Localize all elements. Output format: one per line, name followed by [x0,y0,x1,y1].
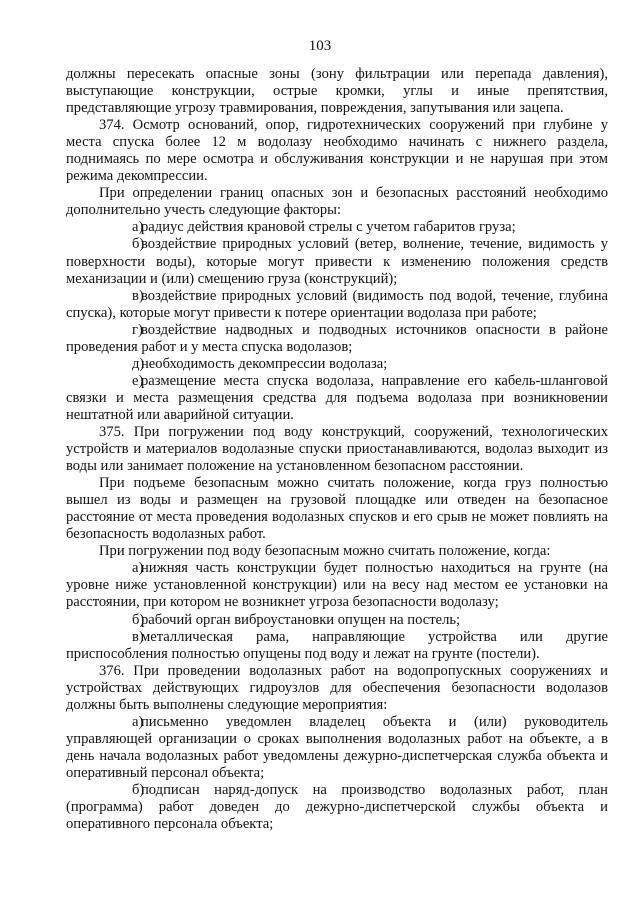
paragraph-text: 374. Осмотр оснований, опор, гидротехнических сооружений при глубине у места спуска более 12 м водолазу необходимо начинать с нижнего раздела, поднимаясь по мере осмотра и обслуживания конструкции и не нарушая при этом режима декомпрессии. [66,117,608,185]
paragraph-text: воздействие природных условий (видимость под водой, течение, глубина спуска), которые могут привести к потере ориентации водолаза при работе; [66,287,608,321]
paragraph-p15 [66,663,608,714]
paragraph-p1 [66,117,608,185]
list-label: а) [132,713,144,730]
paragraph-text: размещение места спуска водолаза, направление его кабель-шланговой связки и места размещения средства для подъема водолаза при возникновении нештатной или аварийной ситуации. [66,372,608,423]
paragraph-p7 [66,356,608,373]
list-label: а) [132,219,144,236]
paragraph-p0 [66,66,608,117]
paragraph-p13 [66,612,608,629]
list-label: б) [132,611,145,628]
list-label: е) [132,372,144,389]
paragraph-text: При подъеме безопасным можно считать положение, когда груз полностью вышел из воды и размещен на грузовой площадке или отведен на безопасное расстояние от места проведения водолазных спусков и его срыв не может повлиять на безопасность водолазных работ. [66,475,608,543]
list-label: д) [132,355,145,372]
paragraph-p11 [66,543,608,560]
list-label: в) [132,628,144,645]
paragraph-p12 [66,560,608,611]
paragraph-p4 [66,236,608,287]
paragraph-p3 [66,219,608,236]
paragraph-text: металлическая рама, направляющие устройства или другие приспособления полностью опущены под воду и лежат на грунте (постели). [66,628,608,662]
paragraph-text: рабочий орган виброустановки опущен на постель; [141,611,461,628]
list-label: в) [132,287,144,304]
paragraph-p2 [66,185,608,219]
paragraph-text: воздействие надводных и подводных источников опасности в районе проведения работ и у места спуска водолазов; [66,321,608,355]
paragraph-text: письменно уведомлен владелец объекта и (или) руководитель управляющей организации о сроках выполнения водолазных работ на объекте, а в день начала водолазных работ уведомлены дежурно-диспетчерская служба объекта и оперативный персонал объекта; [66,713,608,781]
paragraph-p16 [66,714,608,782]
paragraph-p17 [66,782,608,833]
paragraph-text: При определении границ опасных зон и безопасных расстояний необходимо дополнительно учесть следующие факторы: [66,185,608,219]
body-text [66,66,608,833]
paragraph-text: 376. При проведении водолазных работ на водопропускных сооружениях и устройствах действующих гидроузлов для обеспечения безопасности водолазов должны быть выполнены следующие мероприятия: [66,662,608,713]
paragraph-text: радиус действия крановой стрелы с учетом габаритов груза; [141,219,516,236]
paragraph-text: воздействие природных условий (ветер, волнение, течение, видимость у поверхности воды), которые могут привести к изменению положения средств механизации и (или) смещению груза (конструкций); [66,236,608,287]
paragraph-text: подписан наряд-допуск на производство водолазных работ, план (программа) работ доведен до дежурно-диспетчерской службы объекта и оперативного персонала объекта; [66,781,608,833]
list-label: г) [132,321,143,338]
paragraph-p9 [66,424,608,475]
paragraph-p8 [66,373,608,424]
paragraph-p6 [66,322,608,356]
paragraph-text: 375. При погружении под воду конструкций, сооружений, технологических устройств и материалов водолазные спуски приостанавливаются, водолаз выходит из воды или занимает положение на установленном безопасном расстоянии. [66,423,608,475]
paragraph-p10 [66,475,608,543]
paragraph-p14 [66,629,608,663]
paragraph-text: нижняя часть конструкции будет полностью находиться на грунте (на уровне ниже установленной конструкции) или на весу над местом ее установки на расстоянии, при котором не возникнет угроза безопасности водолазу; [66,560,608,611]
list-label: б) [132,236,145,253]
list-label: б) [132,781,145,798]
paragraph-text: должны пересекать опасные зоны (зону фильтрации или перепада давления), выступающие конструкции, острые кромки, углы и иные препятствия, представляющие угрозу травмирования, повреждения, запутывания или зацепа. [66,66,608,117]
paragraph-p5 [66,288,608,322]
paragraph-text: необходимость декомпрессии водолаза; [141,355,388,372]
page-number: 103 [308,38,332,54]
paragraph-text: При погружении под воду безопасным можно считать положение, когда: [99,543,551,560]
list-label: а) [132,560,144,577]
